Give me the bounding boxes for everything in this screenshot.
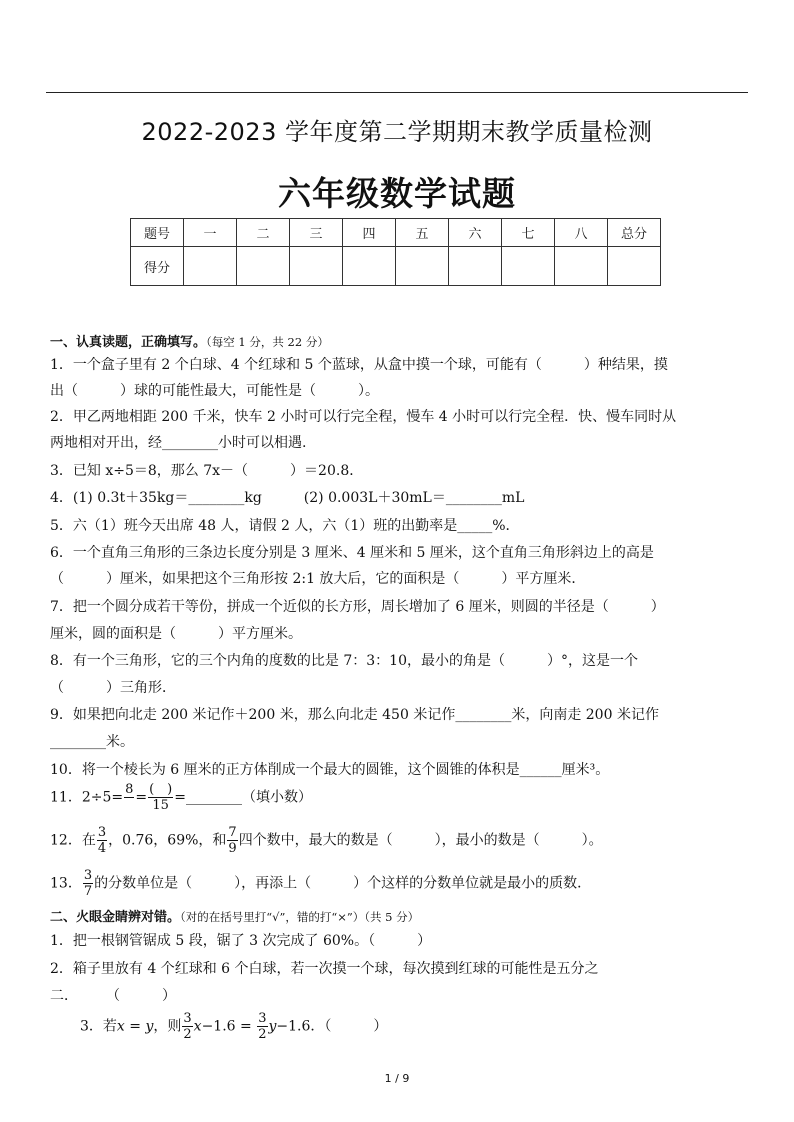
jq3-expr1-var: x bbox=[193, 1018, 202, 1035]
q13-tail: 的分数单位是（ ），再添上（ ）个这样的分数单位就是最小的质数． bbox=[94, 875, 592, 892]
jq3-mid: ，则 bbox=[153, 1018, 182, 1035]
jq3-lead: 3．若 bbox=[80, 1018, 117, 1035]
question-12 bbox=[50, 826, 603, 855]
section2-heading-line bbox=[50, 908, 419, 927]
jq3-var-y: y bbox=[145, 1018, 154, 1035]
question-7-line-b: 厘米，圆的面积是（ ）平方厘米。 bbox=[50, 626, 302, 642]
question-8-line-a: 8．有一个三角形，它的三个内角的度数的比是 7：3：10，最小的角是（ ）°，这是一个 bbox=[50, 653, 638, 669]
jq3-fraction-2 bbox=[257, 1012, 267, 1041]
question-8-line-b: （ ）三角形． bbox=[50, 680, 176, 696]
question-4: 4．(1) 0.3t＋35kg＝________kg (2) 0.003L＋30mL＝________mL bbox=[50, 490, 525, 506]
score-cell: 七 bbox=[502, 219, 555, 247]
question-3: 3．已知 x÷5＝8，那么 7x－（ ）＝20.8． bbox=[50, 463, 364, 479]
q13-fraction-denominator: 7 bbox=[83, 884, 93, 899]
section1-heading-line bbox=[50, 333, 329, 352]
q11-tail: =________（填小数） bbox=[174, 789, 312, 806]
jq3-expr1-tail: −1.6 = bbox=[201, 1018, 257, 1035]
score-cell: 三 bbox=[290, 219, 343, 247]
section2-note: （对的在括号里打“√”，错的打“×”）（共 5 分） bbox=[180, 910, 420, 924]
score-cell: 五 bbox=[396, 219, 449, 247]
q12-fraction-2-denominator: 9 bbox=[228, 841, 237, 856]
q13-fraction-numerator: 3 bbox=[83, 868, 93, 883]
question-13 bbox=[50, 869, 591, 898]
judge-question-2-line-b: 二． （ ） bbox=[50, 988, 176, 1004]
score-cell: 二 bbox=[237, 219, 290, 247]
score-input-cell[interactable] bbox=[290, 247, 343, 286]
jq3-fraction-2-denominator: 2 bbox=[258, 1027, 267, 1042]
score-table bbox=[130, 218, 661, 286]
q12-fraction-2 bbox=[227, 826, 237, 855]
top-rule bbox=[46, 92, 748, 93]
section1-heading: 一、认真读题，正确填写。 bbox=[50, 335, 207, 350]
score-input-cell[interactable] bbox=[555, 247, 608, 286]
q13-lead: 13． bbox=[50, 875, 82, 892]
question-1-line-b: 出（ ）球的可能性最大，可能性是（ ）。 bbox=[50, 383, 379, 399]
q12-tail: 四个数中，最大的数是（ ），最小的数是（ ）。 bbox=[238, 832, 603, 849]
score-input-cell[interactable] bbox=[449, 247, 502, 286]
q12-fraction-1-numerator: 3 bbox=[97, 825, 107, 840]
judge-question-1: 1．把一根钢管锯成 5 段，锯了 3 次完成了 60%。（ ） bbox=[50, 933, 432, 949]
q12-fraction-1 bbox=[97, 826, 107, 855]
question-7-line-a: 7．把一个圆分成若干等份，拼成一个近似的长方形，周长增加了 6 厘米，则圆的半径是（ ） bbox=[50, 599, 665, 615]
score-cell: 六 bbox=[449, 219, 502, 247]
score-cell: 总分 bbox=[608, 219, 661, 247]
question-5: 5．六（1）班今天出席 48 人，请假 2 人，六（1）班的出勤率是_____%． bbox=[50, 518, 520, 534]
q11-fraction-1 bbox=[124, 783, 134, 812]
question-2-line-a: 2．甲乙两地相距 200 千米，快车 2 小时可以行完全程，慢车 4 小时可以行完全程．快、慢车同时从 bbox=[50, 409, 677, 425]
exam-subtitle: 六年级数学试题 bbox=[278, 174, 516, 213]
score-input-cell[interactable] bbox=[343, 247, 396, 286]
question-9-line-b: ________米。 bbox=[50, 734, 134, 750]
question-6-line-b: （ ）厘米，如果把这个三角形按 2:1 放大后，它的面积是（ ）平方厘米． bbox=[50, 571, 586, 587]
question-2-line-b: 两地相对开出，经________小时可以相遇. bbox=[50, 435, 307, 451]
q11-equals: = bbox=[135, 789, 148, 806]
score-input-cell[interactable] bbox=[184, 247, 237, 286]
score-input-cell[interactable] bbox=[502, 247, 555, 286]
jq3-var-x: x bbox=[116, 1018, 125, 1035]
question-10: 10．将一个棱长为 6 厘米的正方体削成一个最大的圆锥，这个圆锥的体积是______厘米³。 bbox=[50, 762, 610, 778]
jq3-expr2-tail: −1.6．（ ） bbox=[276, 1018, 388, 1035]
score-cell: 四 bbox=[343, 219, 396, 247]
q11-fraction-2-denominator: 15 bbox=[152, 798, 169, 813]
jq3-expr2-var: y bbox=[268, 1018, 277, 1035]
q11-lead: 11．2÷5= bbox=[50, 789, 124, 806]
q13-fraction bbox=[83, 869, 93, 898]
q11-fraction-2-numerator: ( ) bbox=[149, 782, 173, 797]
question-1-line-a: 1．一个盒子里有 2 个白球、4 个红球和 5 个蓝球，从盒中摸一个球，可能有（ ）种结果，摸 bbox=[50, 357, 668, 373]
question-6-line-a: 6．一个直角三角形的三条边长度分别是 3 厘米、4 厘米和 5 厘米，这个直角三角形斜边上的高是 bbox=[50, 545, 654, 561]
section1-note: （每空 1 分，共 22 分） bbox=[206, 335, 329, 349]
score-table-header-row bbox=[131, 219, 661, 247]
jq3-fraction-2-numerator: 3 bbox=[258, 1011, 267, 1026]
q12-fraction-1-denominator: 4 bbox=[97, 841, 107, 856]
q12-lead: 12．在 bbox=[50, 832, 96, 849]
question-11 bbox=[50, 783, 312, 812]
section2-heading: 二、火眼金睛辨对错。 bbox=[50, 910, 181, 925]
score-cell: 八 bbox=[555, 219, 608, 247]
score-table-score-row bbox=[131, 247, 661, 286]
jq3-fraction-1-denominator: 2 bbox=[183, 1027, 192, 1042]
score-cell: 题号 bbox=[131, 219, 184, 247]
q12-fraction-2-numerator: 7 bbox=[228, 825, 237, 840]
exam-title: 2022-2023 学年度第二学期期末教学质量检测 bbox=[141, 118, 653, 146]
score-cell: 一 bbox=[184, 219, 237, 247]
q11-fraction-2 bbox=[148, 783, 173, 812]
q12-middle: ，0.76，69%，和 bbox=[108, 832, 227, 849]
q11-fraction-1-numerator: 8 bbox=[125, 782, 134, 797]
score-input-cell[interactable] bbox=[237, 247, 290, 286]
score-row-label: 得分 bbox=[131, 247, 184, 286]
score-input-cell[interactable] bbox=[396, 247, 449, 286]
jq3-fraction-1-numerator: 3 bbox=[183, 1011, 192, 1026]
jq3-fraction-1 bbox=[182, 1012, 192, 1041]
question-9-line-a: 9．如果把向北走 200 米记作＋200 米，那么向北走 450 米记作________米，向南走 200 米记作 bbox=[50, 707, 659, 723]
judge-question-2-line-a: 2．箱子里放有 4 个红球和 6 个白球，若一次摸一个球，每次摸到红球的可能性是五分之 bbox=[50, 961, 599, 977]
jq3-equals: = bbox=[124, 1018, 146, 1035]
page-number: 1 / 9 bbox=[384, 1072, 410, 1085]
judge-question-3 bbox=[80, 1012, 387, 1041]
score-input-cell[interactable] bbox=[608, 247, 661, 286]
